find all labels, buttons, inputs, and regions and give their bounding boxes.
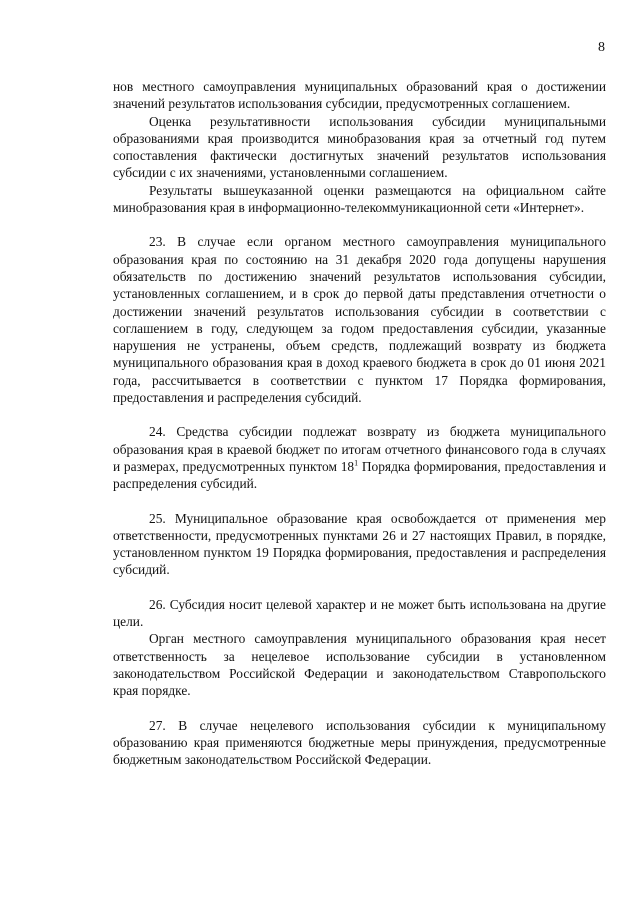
paragraph-p5 [113, 423, 606, 492]
paragraph-p4: 23. В случае если органом местного самоуправления муниципального образования края по состоянию на 31 декабря 2020 года допущены нарушения обязательств по достижению значений результатов использования субсидии, установленных соглашением, и в срок до первой даты представления отчетности о достижении значений результатов использования субсидии в соответствии с соглашением в году, следующем за годом предоставления субсидии, указанные нарушения не устранены, объем средств, подлежащий возврату из бюджета муниципального образования края в доход краевого бюджета в срок до 01 июня 2021 года, рассчитывается в соответствии с пунктом 17 Порядка формирования, предоставления и распределения субсидий. [113, 234, 606, 406]
paragraph-p8: Орган местного самоуправления муниципального образования края несет ответственность за нецелевое использование субсидии в установленном законодательством Российской Федерации и законодательством Ставропольского края порядке. [113, 631, 606, 699]
paragraph-p3: Результаты вышеуказанной оценки размещаются на официальном сайте минобразования края в информационно-телекоммуникационной сети «Интернет». [113, 182, 606, 216]
paragraph-gap [113, 406, 606, 423]
paragraph-p6: 25. Муниципальное образование края освобождается от применения мер ответственности, предусмотренных пунктами 26 и 27 настоящих Правил, в порядке, установленном пунктом 19 Порядка формирования, предоставления и распределения субсидий. [113, 510, 606, 578]
paragraph-gap [113, 700, 606, 717]
paragraph-p5-text-after: Порядка формирования, предоставления и распределения субсидий. [113, 458, 606, 492]
paragraph-p7: 26. Субсидия носит целевой характер и не может быть использована на другие цели. [113, 596, 606, 630]
paragraph-gap [113, 579, 606, 596]
paragraph-p9: 27. В случае нецелевого использования субсидии к муниципальному образованию края применяются бюджетные меры принуждения, предусмотренные бюджетным законодательством Российской Федерации. [113, 717, 606, 768]
paragraph-p5-superscript: 1 [354, 458, 359, 468]
paragraph-gap [113, 493, 606, 510]
paragraph-p2: Оценка результативности использования субсидии муниципальными образованиями края производится минобразования края за отчетный год путем сопоставления фактически достигнутых значений результатов использования субсидии с их значениями, установленными соглашением. [113, 113, 606, 181]
paragraph-p5-text-before: 24. Средства субсидии подлежат возврату из бюджета муниципального образования края в краевой бюджет по итогам отчетного финансового года в случаях и размерах, предусмотренных пунктом 18 [113, 424, 606, 474]
page-number: 8 [598, 40, 605, 55]
paragraph-p1: нов местного самоуправления муниципальных образований края о достижении значений результатов использования субсидии, предусмотренных соглашением. [113, 79, 606, 112]
paragraph-gap [113, 216, 606, 233]
